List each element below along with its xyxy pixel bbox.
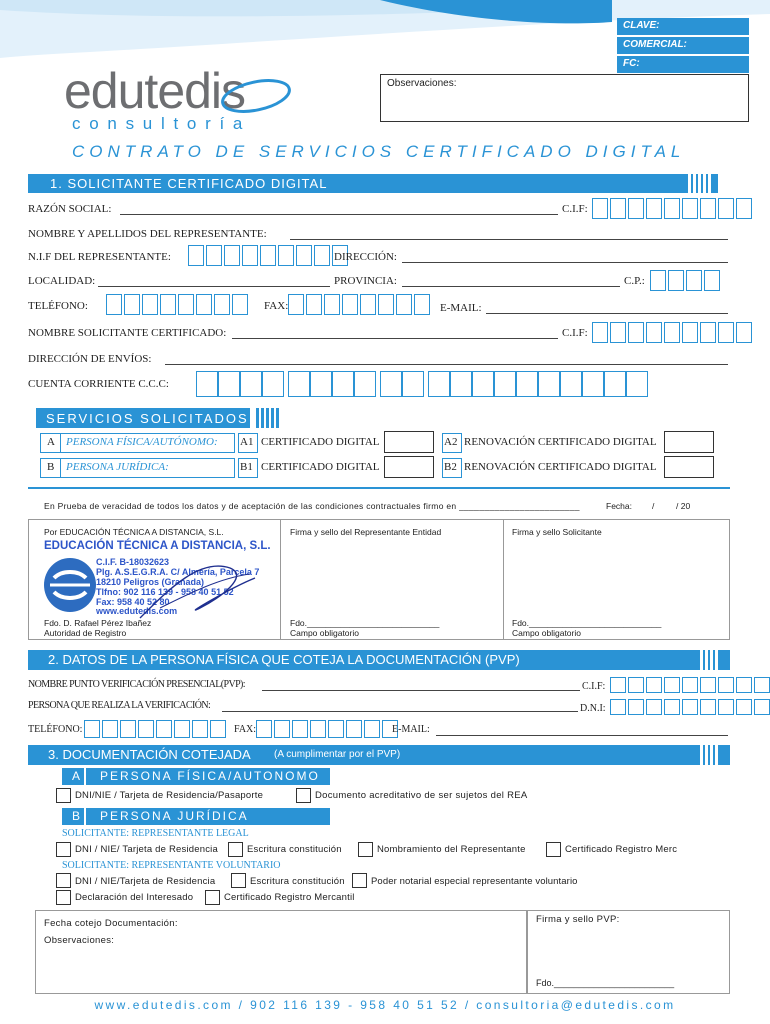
- sign-col3-note: Campo obligatorio: [512, 628, 581, 638]
- stamp-fax: Fax: 958 40 52 80: [96, 597, 170, 607]
- section3-a-divider: [84, 768, 86, 785]
- voluntary-representative-title: SOLICITANTE: REPRESENTANTE VOLUNTARIO: [62, 860, 281, 871]
- service-b1-checkbox[interactable]: [384, 456, 434, 478]
- sign-col1-title: Por EDUCACIÓN TÉCNICA A DISTANCIA, S.L.: [44, 527, 224, 537]
- stamp-cif: C.I.F. B-18032623: [96, 557, 170, 567]
- razon-social-label: RAZÓN SOCIAL:: [28, 203, 112, 215]
- comercial-bar[interactable]: [617, 37, 749, 54]
- section3-b-divider: [84, 808, 86, 825]
- handwritten-signature: [130, 548, 260, 628]
- observaciones-label: Observaciones:: [387, 78, 457, 89]
- stamp-web: www.edutedis.com: [96, 606, 178, 616]
- firma-pvp-label: Firma y sello PVP:: [536, 914, 620, 925]
- section1-header: [28, 174, 718, 193]
- nombre-solicitante-label: NOMBRE SOLICITANTE CERTIFICADO:: [28, 327, 227, 339]
- checkbox-vol-dni[interactable]: [56, 873, 71, 888]
- observaciones-box[interactable]: [380, 74, 749, 122]
- provincia-field[interactable]: [402, 286, 620, 287]
- pvp-email-field[interactable]: [436, 735, 728, 736]
- razon-social-field[interactable]: [120, 214, 558, 215]
- checkbox-dni-pasaporte[interactable]: [56, 788, 71, 803]
- pvp-cif-boxes[interactable]: [610, 677, 770, 693]
- consent-fecha: Fecha:: [606, 501, 632, 511]
- cuenta-label: CUENTA CORRIENTE C.C.C:: [28, 378, 169, 390]
- localidad-field[interactable]: [98, 286, 330, 287]
- nif-representante-label: N.I.F DEL REPRESENTANTE:: [28, 251, 171, 263]
- label-dni-pasaporte: DNI/NIE / Tarjeta de Residencia/Pasaporte: [75, 790, 264, 801]
- telefono-label: TELÉFONO:: [28, 300, 88, 312]
- cuenta-boxes[interactable]: [196, 371, 648, 397]
- pvp-fax-boxes[interactable]: [256, 720, 400, 738]
- stamp-name: EDUCACIÓN TÉCNICA A DISTANCIA, S.L.: [44, 540, 271, 552]
- persona-verificacion-field[interactable]: [222, 711, 578, 712]
- nombre-representante-label: NOMBRE Y APELLIDOS DEL REPRESENTANTE:: [28, 228, 267, 240]
- nombre-representante-field[interactable]: [290, 239, 728, 240]
- stamp-address-1: Plg. A.S.E.G.R.A. C/ Almería, Parcela 7: [96, 567, 260, 577]
- pvp-dni-label: D.N.I:: [580, 703, 606, 714]
- footer-contact: www.edutedis.com / 902 116 139 - 958 40 51 52 / consultoria@edutedis.com: [94, 998, 676, 1012]
- service-a2-label: RENOVACIÓN CERTIFICADO DIGITAL: [464, 436, 657, 448]
- logo-sub-text: c o n s u l t o r í a: [72, 114, 245, 133]
- pvp-cif-label: C.I.F:: [582, 681, 606, 692]
- service-a2-checkbox[interactable]: [664, 431, 714, 453]
- legal-representative-title: SOLICITANTE: REPRESENTANTE LEGAL: [62, 828, 249, 839]
- pvp-dni-boxes[interactable]: [610, 699, 770, 715]
- pvp-email-label: E-MAIL:: [392, 724, 430, 735]
- checkbox-legal-nombramiento[interactable]: [358, 842, 373, 857]
- signatures-divider-2: [503, 519, 504, 640]
- checkbox-legal-registro[interactable]: [546, 842, 561, 857]
- section3-header: [28, 745, 730, 765]
- stamp-telephone: Tlfno: 902 116 139 - 958 40 51 52: [96, 587, 234, 597]
- section2-stripes: [700, 650, 720, 670]
- stamp-address-2: 18210 Peligros (Granada): [96, 577, 205, 587]
- service-b-code: B: [47, 461, 55, 473]
- services-stripes: [256, 408, 281, 428]
- label-documento-rea: Documento acreditativo de ser sujetos del REA: [315, 790, 528, 801]
- cp-label: C.P.:: [624, 275, 645, 287]
- section3-a-bar: [62, 768, 330, 785]
- section3-note: (A cumplimentar por el PVP): [274, 749, 401, 760]
- direccion-envios-label: DIRECCIÓN DE ENVÍOS:: [28, 353, 152, 365]
- label-legal-dni: DNI / NIE/ Tarjeta de Residencia: [75, 844, 218, 855]
- consent-year: / 20: [676, 501, 691, 511]
- label-vol-declaracion: Declaración del Interesado: [75, 892, 194, 903]
- checkbox-vol-poder[interactable]: [352, 873, 367, 888]
- bottom-observaciones-label: Observaciones:: [44, 935, 115, 946]
- label-vol-dni: DNI / NIE/Tarjeta de Residencia: [75, 876, 216, 887]
- services-divider: [28, 487, 730, 489]
- clave-label: CLAVE:: [623, 20, 660, 31]
- checkbox-documento-rea[interactable]: [296, 788, 311, 803]
- section2-header: [28, 650, 730, 670]
- sign-col3-title: Firma y sello Solicitante: [512, 527, 602, 537]
- nombre-solicitante-field[interactable]: [232, 338, 558, 339]
- cif-label: C.I.F:: [562, 203, 588, 215]
- comercial-label: COMERCIAL:: [623, 39, 687, 50]
- sign-col1-name: Fdo. D. Rafael Pérez Ibañez: [44, 618, 152, 628]
- service-a1-checkbox[interactable]: [384, 431, 434, 453]
- pvp-fax-label: FAX:: [234, 724, 257, 735]
- sign-col2-title: Firma y sello del Representante Entidad: [290, 527, 442, 537]
- nombre-punto-label: NOMBRE PUNTO VERIFICACIÓN PRESENCIAL(PVP):: [28, 679, 245, 690]
- section3-b-code: B: [72, 809, 81, 823]
- consent-text: En Prueba de veracidad de todos los datos y de aceptación de las condiciones contractuales firmo en ________________________: [44, 501, 580, 511]
- contract-title: CONTRATO DE SERVICIOS CERTIFICADO DIGITAL: [72, 142, 686, 161]
- provincia-label: PROVINCIA:: [334, 275, 397, 287]
- fc-label: FC:: [623, 58, 640, 69]
- service-a-code: A: [47, 436, 55, 448]
- persona-verificacion-label: PERSONA QUE REALIZA LA VERIFICACIÓN:: [28, 700, 211, 711]
- sign-col2-note: Campo obligatorio: [290, 628, 359, 638]
- service-b2-checkbox[interactable]: [664, 456, 714, 478]
- stamp-globe-icon: [42, 556, 98, 614]
- logo-main-text: edutedis: [64, 63, 246, 119]
- label-legal-escritura: Escritura constitución: [247, 844, 342, 855]
- consent-date-sep: /: [652, 501, 655, 511]
- pvp-fdo-line[interactable]: Fdo.________________________: [536, 978, 675, 988]
- edutedis-logo: [64, 62, 314, 132]
- service-b1-label: CERTIFICADO DIGITAL: [261, 461, 380, 473]
- cif2-boxes[interactable]: [592, 322, 754, 343]
- label-legal-nombramiento: Nombramiento del Representante: [377, 844, 526, 855]
- fecha-cotejo-label: Fecha cotejo Documentación:: [44, 918, 178, 929]
- sign-col3-signature[interactable]: Fdo.____________________________: [512, 618, 662, 628]
- logo-swoosh-icon: [216, 70, 296, 120]
- section3-a-code: A: [72, 769, 81, 783]
- checkbox-vol-registro[interactable]: [205, 890, 220, 905]
- direccion-label: DIRECCIÓN:: [334, 251, 397, 263]
- checkbox-vol-escritura[interactable]: [231, 873, 246, 888]
- pvp-telefono-boxes[interactable]: [84, 720, 228, 738]
- service-a-label: PERSONA FÍSICA/AUTÓNOMO:: [66, 436, 218, 448]
- sign-col2-signature[interactable]: Fdo.____________________________: [290, 618, 440, 628]
- section3-a-title: PERSONA FÍSICA/AUTONOMO: [100, 769, 320, 783]
- service-b1-code: B1: [240, 461, 253, 473]
- service-a1-label: CERTIFICADO DIGITAL: [261, 436, 380, 448]
- company-stamp: [40, 540, 270, 620]
- service-b-label: PERSONA JURÍDICA:: [66, 461, 169, 473]
- label-legal-registro: Certificado Registro Merc: [565, 844, 678, 855]
- cif2-label: C.I.F:: [562, 327, 588, 339]
- section3-b-title: PERSONA JURÍDICA: [100, 809, 249, 823]
- service-b2-label: RENOVACIÓN CERTIFICADO DIGITAL: [464, 461, 657, 473]
- service-b-divider: [60, 458, 61, 478]
- section3-stripes: [700, 745, 720, 765]
- fc-bar[interactable]: [617, 56, 749, 73]
- fax-label: FAX:: [264, 300, 289, 312]
- cif-boxes[interactable]: [592, 198, 754, 219]
- section2-title: 2. DATOS DE LA PERSONA FÍSICA QUE COTEJA LA DOCUMENTACIÓN (PVP): [48, 652, 520, 667]
- signatures-divider-1: [280, 519, 281, 640]
- label-vol-escritura: Escritura constitución: [250, 876, 345, 887]
- email-label: E-MAIL:: [440, 302, 482, 314]
- fax-boxes[interactable]: [288, 294, 432, 315]
- label-vol-registro: Certificado Registro Mercantil: [224, 892, 355, 903]
- checkbox-legal-dni[interactable]: [56, 842, 71, 857]
- service-a1-code: A1: [240, 436, 254, 448]
- nif-representante-boxes[interactable]: [188, 245, 350, 266]
- clave-bar[interactable]: [617, 18, 749, 35]
- pvp-telefono-label: TELÉFONO:: [28, 724, 83, 735]
- label-vol-poder: Poder notarial especial representante voluntario: [371, 876, 578, 887]
- service-b2-code: B2: [444, 461, 457, 473]
- localidad-label: LOCALIDAD:: [28, 275, 96, 287]
- sign-col1-role: Autoridad de Registro: [44, 628, 127, 638]
- checkbox-vol-declaracion[interactable]: [56, 890, 71, 905]
- section1-stripes: [688, 174, 713, 193]
- email-field[interactable]: [486, 313, 728, 314]
- section1-title: 1. SOLICITANTE CERTIFICADO DIGITAL: [50, 176, 328, 191]
- section3-b-bar: [62, 808, 330, 825]
- direccion-field[interactable]: [402, 262, 728, 263]
- direccion-envios-field[interactable]: [165, 364, 728, 365]
- service-a-divider: [60, 433, 61, 453]
- services-header: [36, 408, 250, 428]
- telefono-boxes[interactable]: [106, 294, 250, 315]
- checkbox-legal-escritura[interactable]: [228, 842, 243, 857]
- service-a2-code: A2: [444, 436, 458, 448]
- cp-boxes[interactable]: [650, 270, 722, 291]
- services-title: SERVICIOS SOLICITADOS: [46, 411, 249, 426]
- nombre-punto-field[interactable]: [262, 690, 580, 691]
- section3-title: 3. DOCUMENTACIÓN COTEJADA: [48, 747, 251, 762]
